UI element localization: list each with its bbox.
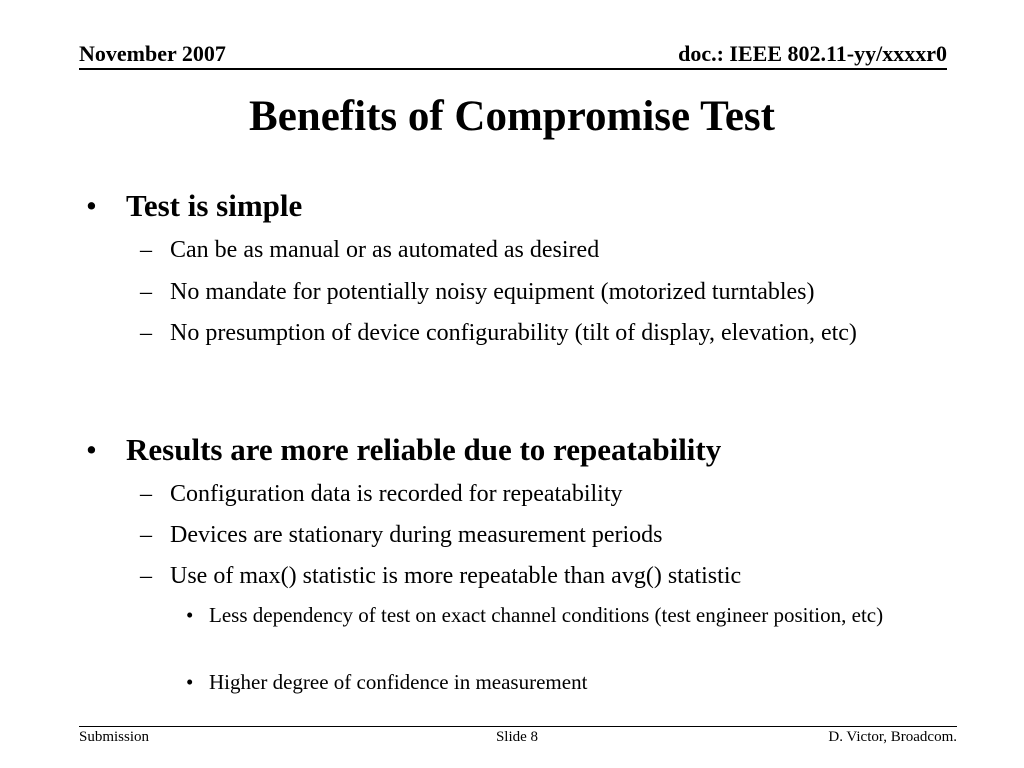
sub-bullet-text: Use of max() statistic is more repeatable than avg() statistic — [170, 563, 742, 589]
footer-author: D. Victor, Broadcom. — [828, 729, 957, 745]
dash-marker: – — [140, 320, 152, 346]
sub-sub-bullet-text: Higher degree of confidence in measurement — [209, 670, 588, 694]
bullet-marker: • — [186, 603, 194, 627]
bullet-marker: • — [86, 432, 97, 467]
footer-slide-number: Slide 8 — [495, 729, 539, 745]
bullet-marker: • — [86, 188, 97, 223]
sub-bullet-text: Configuration data is recorded for repeatability — [170, 481, 623, 507]
bullet-text: Results are more reliable due to repeatability — [126, 432, 722, 467]
bullet-marker: • — [186, 670, 194, 694]
sub-bullet-text: Devices are stationary during measurement periods — [170, 522, 663, 548]
sub-sub-bullet-text: Less dependency of test on exact channel conditions (test engineer position, etc) — [209, 603, 884, 627]
sub-bullet-text: No presumption of device configurability (tilt of display, elevation, etc) — [170, 320, 857, 346]
sub-bullet-text: Can be as manual or as automated as desired — [170, 237, 600, 263]
header-date: November 2007 — [79, 41, 226, 66]
dash-marker: – — [140, 279, 152, 305]
bullet-text: Test is simple — [126, 188, 303, 223]
dash-marker: – — [140, 481, 152, 507]
dash-marker: – — [140, 563, 152, 589]
dash-marker: – — [140, 237, 152, 263]
dash-marker: – — [140, 522, 152, 548]
header-doc-id: doc.: IEEE 802.11-yy/xxxxr0 — [678, 41, 947, 66]
header-divider — [79, 68, 947, 70]
sub-bullet-text: No mandate for potentially noisy equipment (motorized turntables) — [170, 279, 815, 305]
footer-divider — [79, 726, 957, 727]
slide-title: Benefits of Compromise Test — [249, 93, 775, 140]
footer-submission: Submission — [79, 729, 150, 745]
